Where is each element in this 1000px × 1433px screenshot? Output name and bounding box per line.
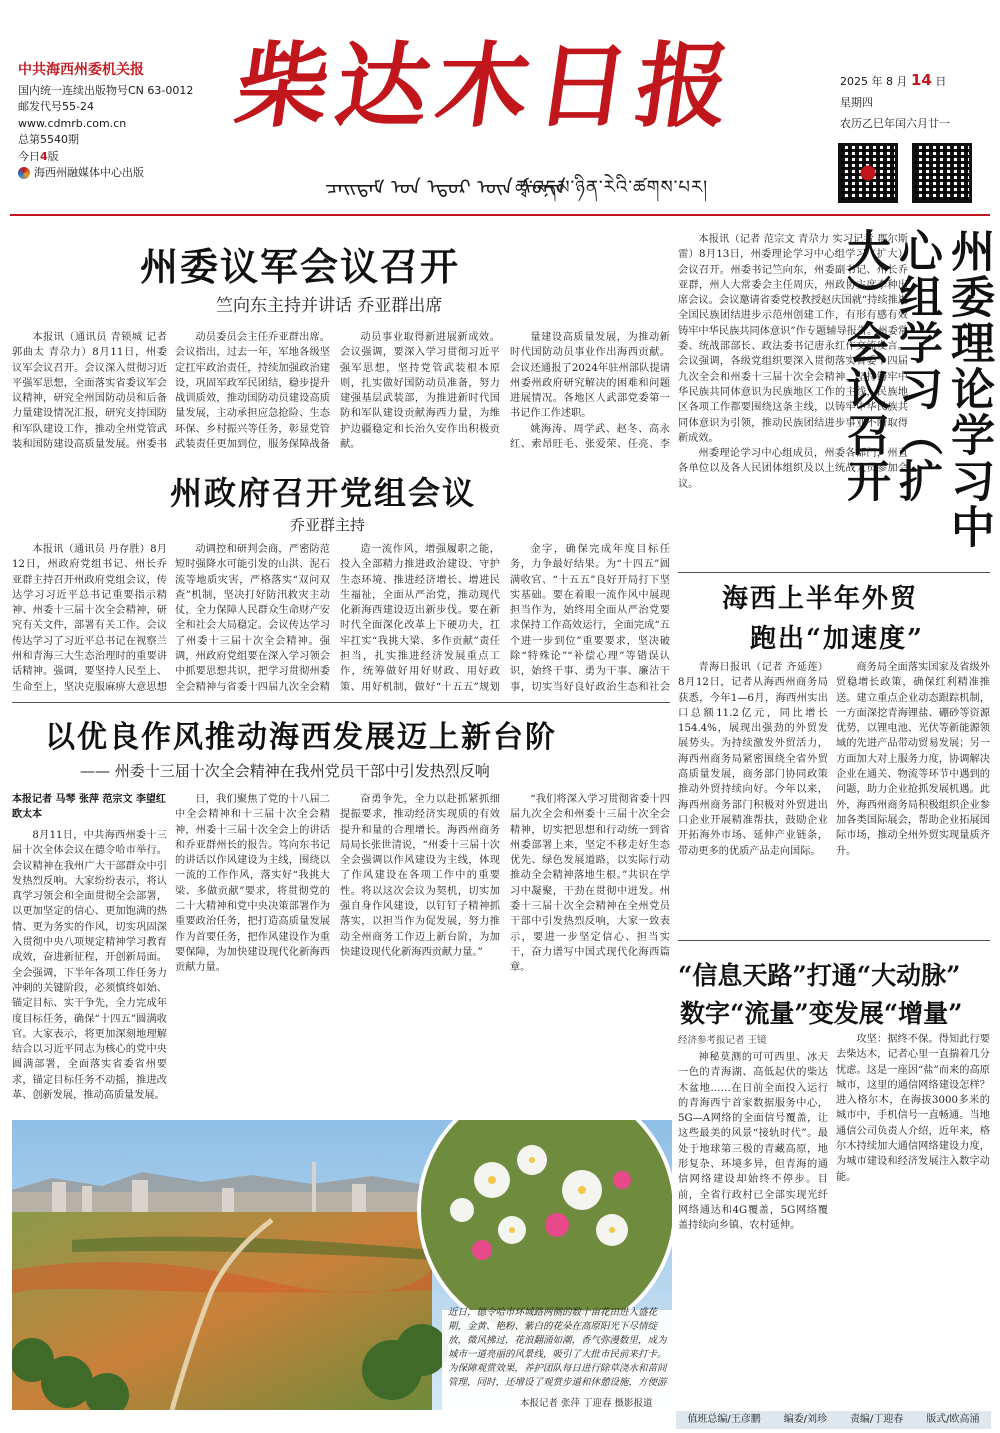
a6-byline: 经济参考报记者 王镜 [678,1035,767,1046]
newspaper-logo: 柴达木日报 [229,32,745,140]
a1-col2: 动员委员会主任乔亚群出席。会议指出，过去一年，军地各级坚定扛牢政治责任，持续加强政治建设，巩固军政军民团结，稳步提升战训质效，推动国防动员建设高质量发展，主动承担应急抢险、生态环保、乡村振兴等任务，彰显党管武装责任更加到位，服务保障战备 [175,332,330,450]
a2-col3: 造一流作风，增强履职之能，投入全部精力推进政治建设、守护生态环境、推进经济增长、增进民生福祉，全面从严治党，推动现代化新海西建设迈出新步伐。要在新时代全面深化改革上下硬功夫，扛牢扛实“我挑大梁、多作贡献”责任担当，扎实推进经济发展重点工作，统筹做好用好财政、用好政策、用好机制，做好“十五五”规划 [340,544,500,692]
footer-item: 编委/刘珍 [783,1414,828,1425]
masthead-rule [10,214,990,216]
qr-code-right-icon[interactable] [912,143,972,203]
pages-today: 今日4版 [18,149,59,163]
a4-body: 本报讯（记者 范宗文 青尕力 实习记者 郡尔斯雷）8月13日，州委理论学习中心组学习（扩大）会议召开。州委书记竺向东，州委副书记、州长乔亚群，州人大常委会主任周庆，州政协主席李种出席会议。会议邀请省委党校教授赵庆国就“持续推进全国民族团结进步示范州创建工作，有形有感有效铸牢中华民族共同体意识”作专题辅导报告。州委常委、统战部部长、政法委书记唐永红作交流发言。会议强调，各级党组织要深入贯彻落实省委十四届九次全会和州委十三届十次全会精神，坚持铸牢中华民族共同体意识为民族地区工作的主线，民族地区各项工作都要围绕这条主线，以铸牢中华民族共同体意识为引领，推动民族团结进步事业不断取得新成效。 州委理论学习中心组成员，州委各部门，州直各单位以及各人民团体组织及以上统战人员参加会议。 [678,234,908,490]
divider [12,702,670,703]
a3-col4: “我们将深入学习贯彻省委十四届九次全会和州委十三届十次全会精神，切实把思想和行动统一到省州委部署上来，坚定不移走好生态优先、绿色发展道路，以实际行动推动全会精神落地生根。”共识在学习中凝聚，干劲在贯彻中迸发。州委十三届十次全会精神在全州党员干部中引发热烈反响，大家一致表示，要进一步坚定信心、担当实干，奋力谱写中国式现代化海西篇章。 [510,794,670,974]
a1-title: 州委议军会议召开 [140,244,461,289]
a2-subtitle: 乔亚群主持 [290,516,366,534]
a3-col1: 8月11日，中共海西州委十三届十次全体会议在德令哈市举行。会议精神在我州广大干部群众中引发热烈反响。大家纷纷表示，将认真学习领会和全面贯彻全会部署，以更加坚定的信心、更加饱满的热情、更为务实的作风，切实巩固深入贯彻中央八项规定精神学习教育成效，奋进新征程，开创新局面。全会强调，下半年各项工作任务力冲刺的关键阶段，必须慎终如始、锚定目标、实干争先，全力完成年度目标任务，确保“十四五”圆满收官。大家表示，将更加深刻地理解结合以习近平同志为核心的党中央圆满部署，全面落实省委省州要求，锚定目标任务不动摇，推进改革、创新发展，推动高质量发展。 [12,830,167,1102]
lunar-date: 农历乙巳年闰六月廿一 [840,117,950,130]
a5-col1: 青海日报讯（记者 齐延莲）8月12日，记者从海西州商务局获悉，今年1—6月，海西州实出口总额11.2亿元，同比增长154.4%，展现出强劲的外贸发展势头。为持续激发外贸活力，海西州商务局紧密围绕全省外贸高质量发展，商务部门协同政策推动外贸持续向好。今年以来，海西州商务部门积极对外贸进出口企业开展精准帮扶，鼓励企业开拓海外市场、延伸产业链条，带动更多的优质产品走向国际。 [678,662,828,857]
a5-title-line2: 跑出“加速度” [750,624,924,654]
a6-title-line1: “信息天路”打通“大动脉” [678,961,961,990]
footer-item: 值班总编/王彦鹏 [687,1414,761,1425]
cn-number: 国内统一连续出版物号CN 63-0012 [18,83,194,97]
post-code: 邮发代号55-24 [18,100,94,113]
website[interactable]: www.cdmrb.com.cn [18,116,127,130]
masthead-left [18,62,233,182]
media-center: 海西州融媒体中心出版 [18,165,233,182]
media-logo-icon [18,167,30,179]
tibetan-name: ཚྭ་འདམ་ཉིན་རེའི་ཚགས་པར། [515,177,709,198]
a2-title: 州政府召开党组会议 [170,474,477,512]
a1-col4: 量建设高质量发展，为推动新时代国防动员事业作出海西贡献。会议还通报了2024年驻州部队提请州委州政府研究解决的困难和问题进展情况。各地区人武部党委第一书记作工作述职。 姚海涛、周学武、赵冬、高永红、索昂旺毛、张爱荣、任亮、李 [510,332,670,450]
org-name: 中共海西州委机关报 [18,62,144,78]
a3-subtitle: —— 州委十三届十次全会精神在我州党员干部中引发热烈反响 [80,762,490,780]
a2-col4: 金字，确保完成年度目标任务，力争最好结果。为“十四五”圆满收官、“十五五”良好开局打下坚实基础。要在着眼一流作风中展现担当作为，始终用全面从严治党要求保持工作高效运行，全面完成“五个进一步到位”重要要求，坚决破除“特殊论”“补偿心理”等错误认识，始终干事、勇为干事、廉洁干事，切实当好良好政治生态和社会 [510,544,670,692]
a1-subtitle: 竺向东主持并讲话 乔亚群出席 [216,296,443,316]
qr-center-logo-icon [838,143,898,203]
mongolian-name: ᠴᠠᠢᠳᠠᠮ ᠤᠨ ᠡᠳᠦᠷ ᠦᠨ ᠰᠣᠨᠢᠨ [325,175,566,199]
a1-col3: 动员事业取得新进展新成效。会议强调，要深入学习贯彻习近平强军思想，坚持党管武装根本原则，扎实做好国防动员准备，努力建强基层武装部，为推进新时代国防和军队建设贡献海西力量，为维护边疆稳定和长治久安作出积极贡献。 [340,332,500,450]
a3-title: 以优良作风推动海西发展迈上新台阶 [45,720,557,755]
weekday: 星期四 [840,96,873,109]
a3-col2: 日，我们聚焦了党的十八届二中全会精神和十三届十次全会精神，州委十三届十次全会上的讲话和乔亚群州长的报告。笃向东书记的讲话以作风建设为主线，围绕以一流的工作作风，落实好“我挑大梁、多做贡献”要求，将贯彻党的二十大精神和党中央决策部署作为重要政治任务，把打造高质量发展作为首要任务，把作风建设作为重要保障，为加快建设现代化新海西贡献力量。 [175,794,330,974]
editor-footer [676,1411,991,1429]
a5-col2: 商务局全面落实国家及省级外贸稳增长政策，确保红利精准推送。建立重点企业动态跟踪机制，一方面深挖青海锂盐、硼砂等资源优势，以锂电池、光伏等新能源领域的先进产品带动贸易发展；另一方面加大对上服务力度，协调解决企业在通关、物流等环节中遇到的问题，助力企业抢抓发展机遇。此外，海西州商务局积极组织企业参加各类国际展会，帮助企业拓展国际市场，推动全州外贸实现量质齐升。 [836,662,990,857]
footer-item: 责编/丁迎春 [849,1414,904,1425]
a3-col3: 奋勇争先，全力以赴抓紧抓细提振要求，推动经济实现质的有效提升和量的合理增长。海西州商务局局长张世清说，“州委十三届十次全会强调以作风建设为主线，体现了作风建设在各项工作中的重要性。将以这次会议为契机，切实加强自身作风建设，以钉钉子精神抓落实，以担当作为促发展，努力推动全州商务工作迈上新台阶，为加快建设现代化新海西贡献力量。” [340,794,500,958]
photo-credit: 本报记者 张萍 丁迎春 摄影报道 [520,1398,653,1409]
a2-col2: 动调控和研判会商，严密防范短时强降水可能引发的山洪、泥石流等地质灾害，严格落实“双问双查”机制，坚决打好防汛救灾主动仗，全力保障人民群众生命财产安全和社会大局稳定。会议传达学习了州委十三届十次全会精神。强调，州政府党组要在深入学习领会中抓要思想共识，把学习贯彻州委全会精神与省委十四届九次全会精 [175,544,330,692]
masthead-logo [229,32,787,160]
a6-col1: 神秘莫测的可可西里、冰天一色的青海湖、高低起伏的柴达木盆地……在日前全面投入运行的青海西宁首家数据服务中心，5G—A网络的全面信号覆盖，让这些最美的风景“接轨时代”。最处于地球第三极的青藏高原，地形复杂、环境多异，但青海的通信网络建设却始终不停步。目前，全省行政村已全部实现光纤网络通达和4G覆盖，5G网络覆盖持续向乡镇、农村延伸。 [678,1052,828,1232]
a6-title-line2: 数字“流量”变发展“增量” [680,999,963,1028]
a2-col1: 本报讯（通讯员 丹存胜）8月12日，州政府党组书记、州长乔亚群主持召开州政府党组会议，传达学习习近平总书记重要指示精神、州委十三届十次全会精神，研究有关文件，部署有关工作。会议传达学习了习近平总书记在视察兰州和青海三大生态治理时的重要讲话精神。强调，要坚持人民至上、生命至上，坚决克服麻痹大意思想 [12,544,167,692]
issue-total: 总第5540期 [18,133,79,146]
date: 2025 年 8 月 14 日 [840,71,947,89]
divider [678,940,990,941]
a6-col2: 攻坚：据终不保。得知此行要去柴达木，记者心里一直揣着几分忧虑。这是一座因“盐”而来的高原城市，这里的通信网络建设怎样？进入格尔木，在海拔3000多米的城市中，手机信号一直畅通。当地通信公司负责人介绍，近年来，格尔木持续加大通信网络建设力度，为城市建设和经济发展注入数字动能。 [836,1034,990,1183]
a3-byline: 本报记者 马琴 张萍 范宗文 李望红 欧太本 [12,794,166,820]
a5-title-line1: 海西上半年外贸 [722,584,919,614]
a4-vertical-title: 州委理论学习中心组学习（扩大）会议召开 [839,228,994,550]
date-block [840,70,990,134]
footer-item: 版式/欧高涌 [926,1414,980,1425]
photo-caption: 近日，德令哈市环城路两侧的数十亩花田进入盛花期，金黄、艳粉、紫白的花朵在高原阳光下尽情绽放，微风拂过，花浪翻涌如潮，香气弥漫数里，成为城市一道亮丽的风景线，吸引了大批市民前来打卡。为保障观赏效果，养护团队每日进行除草浇水和苗间管理，同时，还增设了观赏步道和休憩设施，方便游 [448,1307,667,1388]
divider [678,572,990,573]
a1-col1: 本报讯（通讯员 青锁城 记者 郭曲太 青尕力）8月11日，州委议军会议召开。会议深入贯彻习近平强军思想，全面落实省委议军会议精神，研究全州国防动员和后备力量建设情况汇报，研究支持国防和军队建设工作，推动全州党管武装和国防建设高质量发展。州委书 [12,332,167,450]
